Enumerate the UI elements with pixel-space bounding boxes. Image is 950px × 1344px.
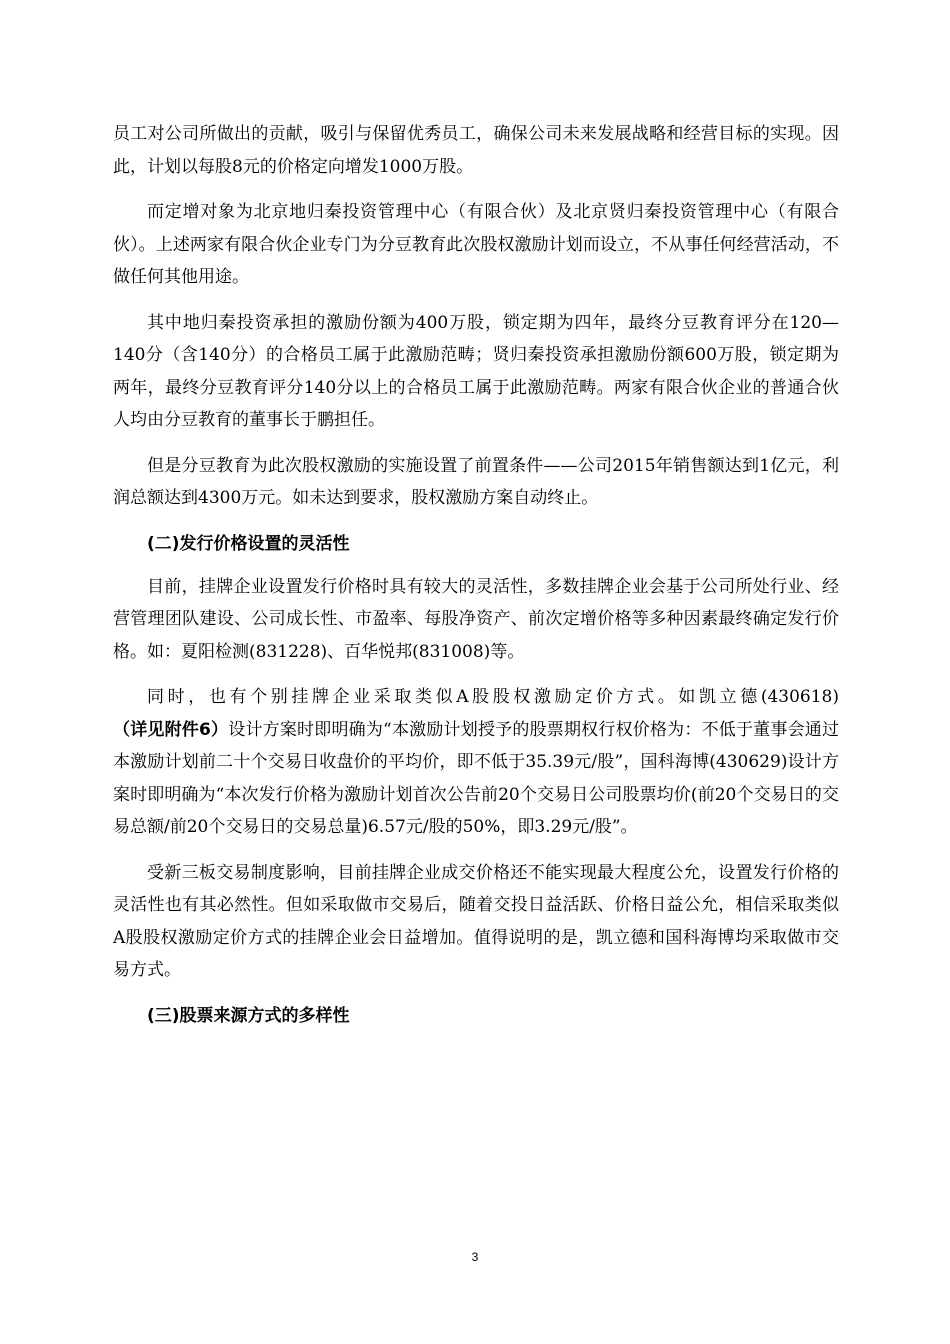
- paragraph-a-share-pricing: [113, 681, 839, 844]
- paragraph-a-share-pricing-part1: 同时，也有个别挂牌企业采取类似A股股权激励定价方式。如凯立德(430618): [147, 687, 839, 707]
- paragraph-trading-system: 受新三板交易制度影响，目前挂牌企业成交价格还不能实现最大程度公允，设置发行价格的灵活性也有其必然性。但如采取做市交易后，随着交投日益活跃、价格日益公允，相信采取类似A股股权激励定价方式的挂牌企业会日益增加。值得说明的是，凯立德和国科海博均采取做市交易方式。: [113, 862, 839, 980]
- section-heading-pricing-flexibility: (二)发行价格设置的灵活性: [147, 533, 350, 554]
- paragraph-intro-continuation: 员工对公司所做出的贡献，吸引与保留优秀员工，确保公司未来发展战略和经营目标的实现。因此，计划以每股8元的价格定向增发1000万股。: [113, 124, 839, 177]
- document-page: [113, 118, 839, 1043]
- paragraph-pricing-flexibility: 目前，挂牌企业设置发行价格时具有较大的灵活性，多数挂牌企业会基于公司所处行业、经营管理团队建设、公司成长性、市盈率、每股净资产、前次定增价格等多种因素最终确定发行价格。如：夏阳检测(831228)、百华悦邦(831008)等。: [113, 576, 839, 662]
- paragraph-a-share-pricing-part2: 设计方案时即明确为“本激励计划授予的股票期权行权价格为：不低于董事会通过本激励计划前二十个交易日收盘价的平均价，即不低于35.39元/股”，国科海博(430629)设计方案时即明确为“本次发行价格为激励计划首次公告前20个交易日公司股票均价(前20个交易日的交易总额/前20个交易日的交易总量)6.57元/股的50%，即3.29元/股”。: [113, 719, 839, 837]
- section-heading-share-sources: (三)股票来源方式的多样性: [147, 1005, 350, 1026]
- paragraph-incentive-shares: 其中地归秦投资承担的激励份额为400万股，锁定期为四年，最终分豆教育评分在120—140分（含140分）的合格员工属于此激励范畴；贤归秦投资承担激励份额600万股，锁定期为两年，最终分豆教育评分140分以上的合格员工属于此激励范畴。两家有限合伙企业的普通合伙人均由分豆教育的董事长于鹏担任。: [113, 312, 839, 430]
- appendix-reference: （详见附件6）: [113, 719, 229, 740]
- page-number: 3: [471, 1250, 479, 1264]
- paragraph-preconditions: 但是分豆教育为此次股权激励的实施设置了前置条件——公司2015年销售额达到1亿元，利润总额达到4300万元。如未达到要求，股权激励方案自动终止。: [113, 455, 839, 508]
- paragraph-placement-targets: 而定增对象为北京地归秦投资管理中心（有限合伙）及北京贤归秦投资管理中心（有限合伙）。上述两家有限合伙企业专门为分豆教育此次股权激励计划而设立，不从事任何经营活动，不做任何其他用途。: [113, 202, 839, 287]
